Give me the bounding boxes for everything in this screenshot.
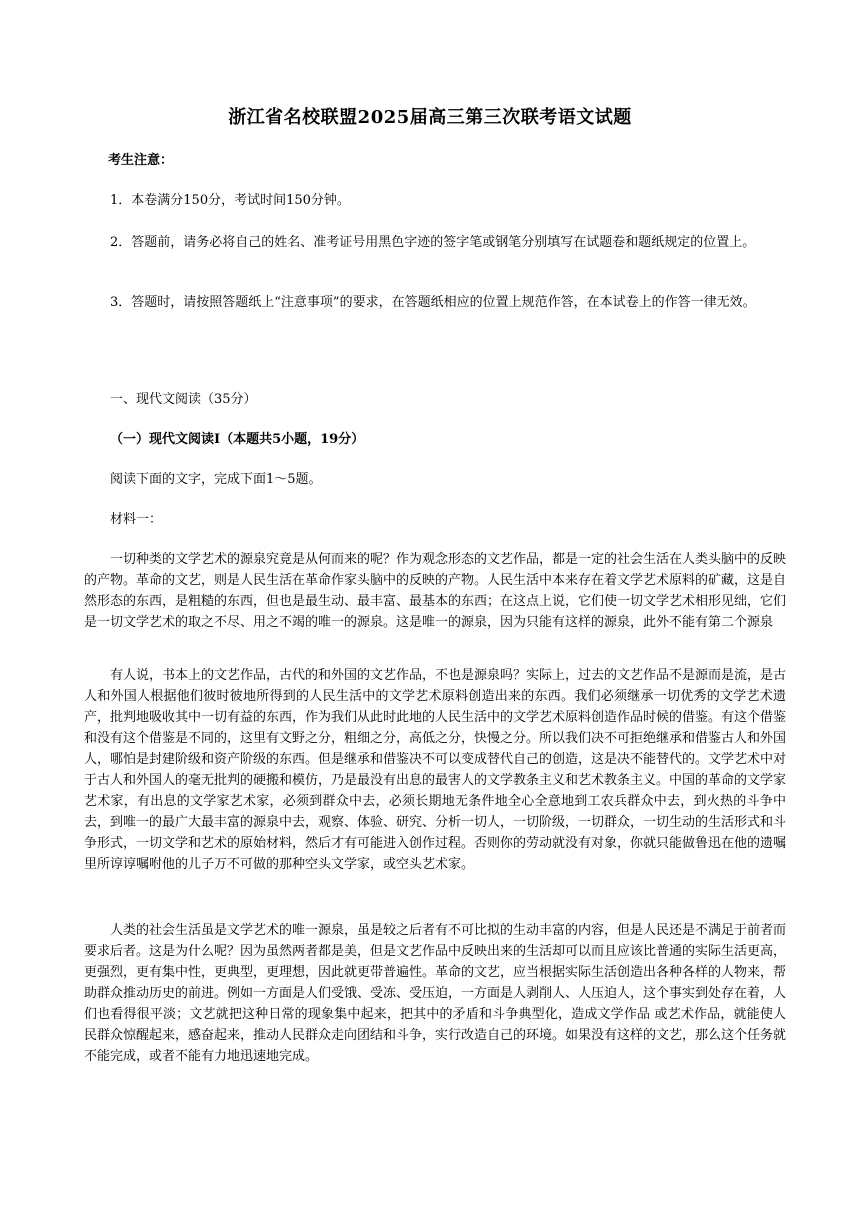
notice-item-1: 1．本卷满分150分，考试时间150分钟。 [110,193,350,208]
notice-item-2: 2．答题前，请务必将自己的姓名、准考证号用黑色字迹的签字笔或钢笔分别填写在试题卷和题纸规定的位置上。 [110,235,756,250]
material-label: 材料一： [110,512,163,527]
section-heading: 一、现代文阅读（35分） [110,392,257,407]
body-paragraph-2: 有人说，书本上的文艺作品，古代的和外国的文艺作品，不也是源泉吗？实际上，过去的文艺作品不是源而是流，是古人和外国人根据他们彼时彼地所得到的人民生活中的文学艺术原料创造出来的东西。我们必须继承一切优秀的文学艺术遗产，批判地吸收其中一切有益的东西，作为我们从此时此地的人民生活中的文学艺术原料创造作品时候的借鉴。有这个借鉴和没有这个借鉴是不同的，这里有文野之分，粗细之分，高低之分，快慢之分。所以我们决不可拒绝继承和借鉴古人和外国人，哪怕是封建阶级和资产阶级的东西。但是继承和借鉴决不可以变成替代自己的创造，这是决不能替代的。文学艺术中对于古人和外国人的毫无批判的硬搬和模仿，乃是最没有出息的最害人的文学教条主义和艺术教条主义。中国的革命的文学家艺术家，有出息的文学家艺术家，必须到群众中去，必须长期地无条件地全心全意地到工农兵群众中去，到火热的斗争中去，到唯一的最广大最丰富的源泉中去，观察、体验、研究、分析一切人，一切阶级，一切群众，一切生动的生活形式和斗争形式，一切文学和艺术的原始材料，然后才有可能进入创作过程。否则你的劳动就没有对象，你就只能做鲁迅在他的遗嘱里所谆谆嘱咐他的儿子万不可做的那种空头文学家，或空头艺术家。 [84,668,787,872]
notice-heading: 考生注意： [108,153,174,168]
reading-instruction: 阅读下面的文字，完成下面1～5题。 [110,472,322,487]
page-title: 浙江省名校联盟2025届高三第三次联考语文试题 [228,107,632,128]
subsection-heading: （一）现代文阅读Ⅰ（本题共5小题，19分） [110,432,365,447]
body-paragraph-3: 人类的社会生活虽是文学艺术的唯一源泉，虽是较之后者有不可比拟的生动丰富的内容，但是人民还是不满足于前者而要求后者。这是为什么呢？因为虽然两者都是美，但是文艺作品中反映出来的生活却可以而且应该比普通的实际生活更高，更强烈，更有集中性，更典型，更理想，因此就更带普遍性。革命的文艺，应当根据实际生活创造出各种各样的人物来，帮助群众推动历史的前进。例如一方面是人们受饿、受冻、受压迫，一方面是人剥削人、人压迫人，这个事实到处存在着，人们也看得很平淡；文艺就把这种日常的现象集中起来，把其中的矛盾和斗争典型化，造成文学作品 或艺术作品，就能使人民群众惊醒起来，感奋起来，推动人民群众走向团结和斗争，实行改造自己的环境。如果没有这样的文艺，那么这个任务就不能完成，或者不能有力地迅速地完成。 [84,923,787,1064]
body-paragraph-1: 一切种类的文学艺术的源泉究竟是从何而来的呢？作为观念形态的文艺作品，都是一定的社会生活在人类头脑中的反映的产物。革命的文艺，则是人民生活在革命作家头脑中的反映的产物。人民生活中本来存在着文学艺术原料的矿藏，这是自然形态的东西，是粗糙的东西，但也是最生动、最丰富、最基本的东西；在这点上说，它们使一切文学艺术相形见绌，它们是一切文学艺术的取之不尽、用之不竭的唯一的源泉。这是唯一的源泉，因为只能有这样的源泉，此外不能有第二个源泉 [84,552,787,630]
notice-item-3: 3．答题时，请按照答题纸上“注意事项”的要求，在答题纸相应的位置上规范作答，在本试卷上的作答一律无效。 [110,295,756,310]
